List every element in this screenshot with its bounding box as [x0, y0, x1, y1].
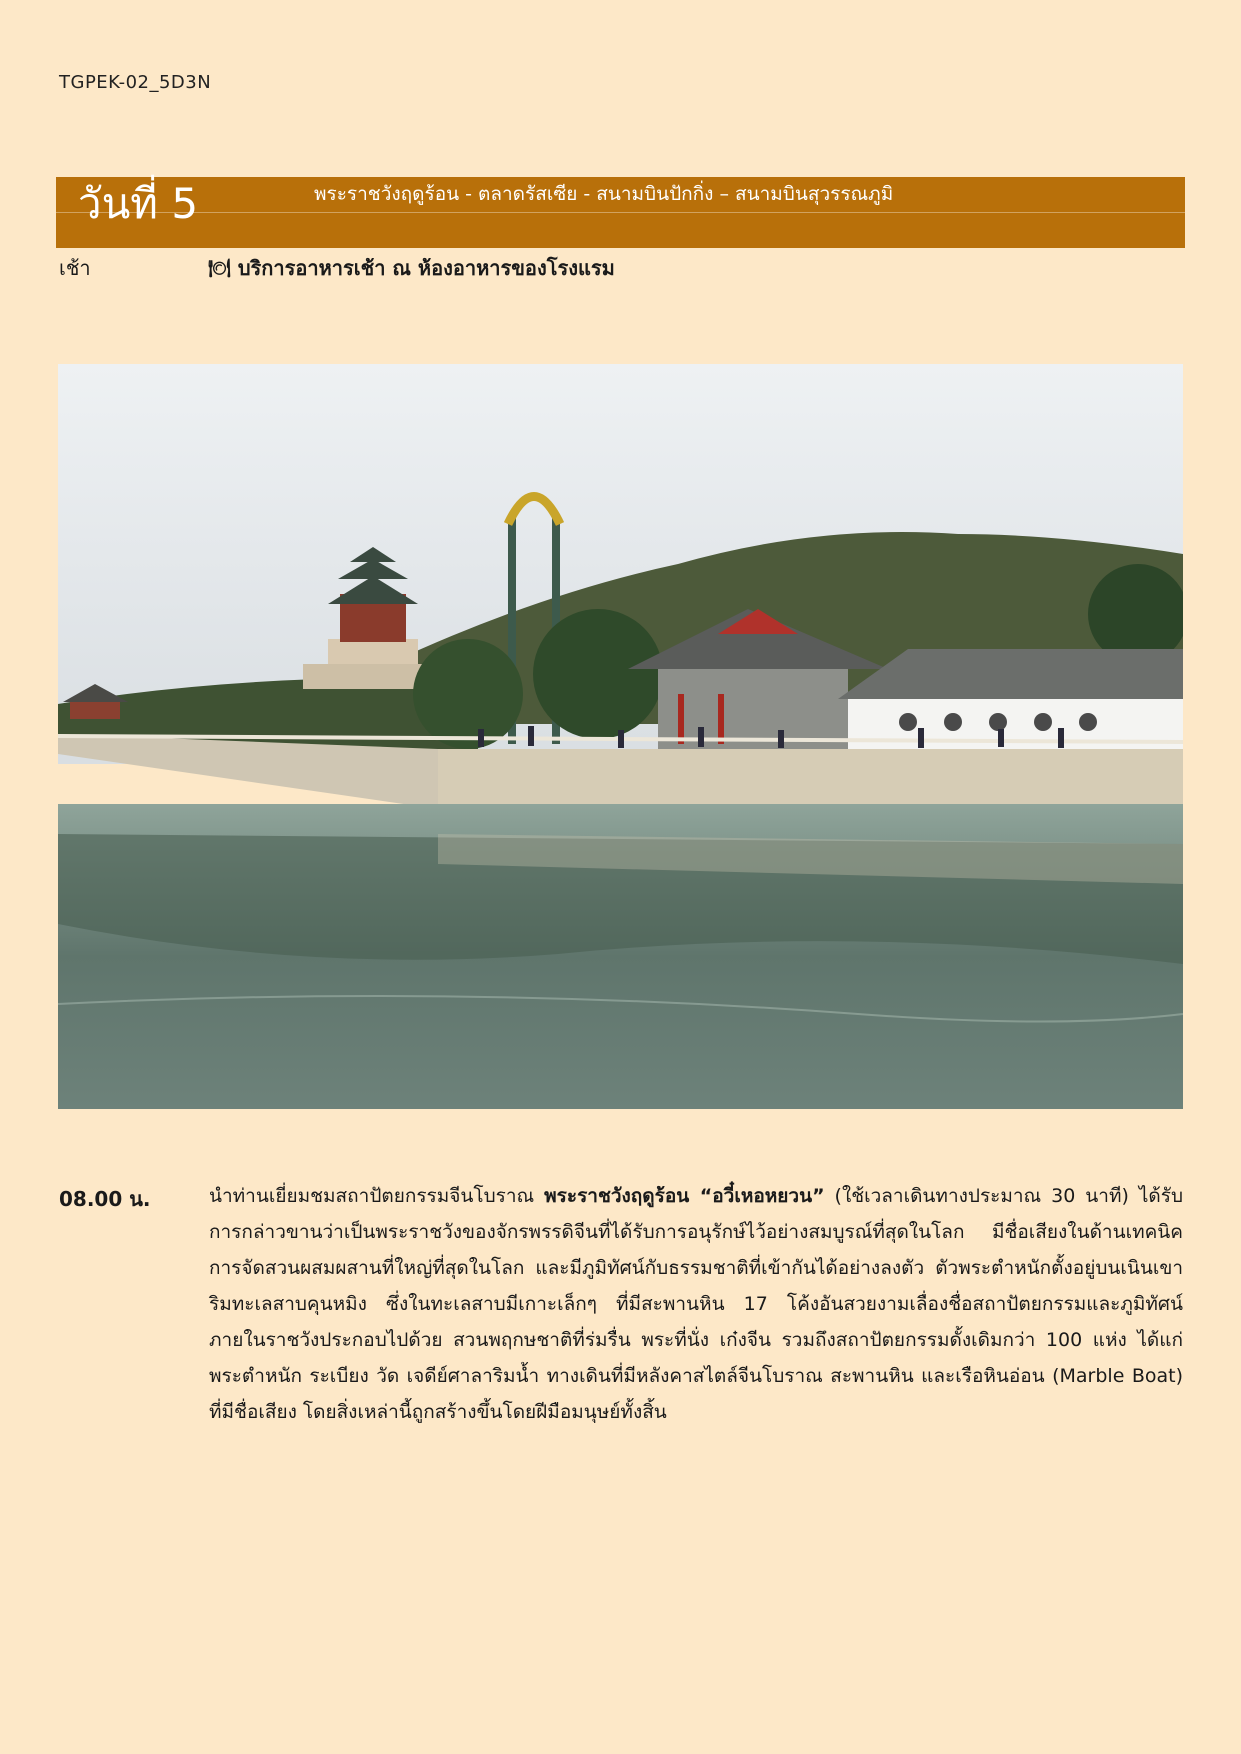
banner-divider [56, 212, 1185, 213]
dining-icon: 🍽 [208, 257, 231, 279]
breakfast-text: บริการอาหารเช้า ณ ห้องอาหารของโรงแรม [237, 256, 615, 280]
activity-description [209, 1178, 1183, 1430]
breakfast-label: เช้า [59, 256, 91, 280]
document-code: TGPEK-02_5D3N [59, 72, 212, 93]
summer-palace-photo [58, 364, 1183, 1109]
day-route: พระราชวังฤดูร้อน - ตลาดรัสเซีย - สนามบินปักกิ่ง – สนามบินสุวรรณภูมิ [314, 183, 894, 205]
day-title: วันที่ 5 [78, 179, 199, 228]
activity-body: (ใช้เวลาเดินทางประมาณ 30 นาที) ได้รับการกล่าวขานว่าเป็นพระราชวังของจักรพรรดิจีนที่ได้รับการอนุรักษ์ไว้อย่างสมบูรณ์ที่สุดในโลก มีชื่อเสียงในด้านเทคนิคการจัดสวนผสมผสานที่ใหญ่ที่สุดในโลก และมีภูมิทัศน์กับธรรมชาติที่เข้ากันได้อย่างลงตัว ตัวพระตำหนักตั้งอยู่บนเนินเขาริมทะเลสาบคุนหมิง ซึ่งในทะเลสาบมีเกาะเล็กๆ ที่มีสะพานหิน 17 โค้งอันสวยงามเลื่องชื่อสถาปัตยกรรมและภูมิทัศน์ภายในราชวังประกอบไปด้วย สวนพฤกษชาติที่ร่มรื่น พระที่นั่ง เก๋งจีน รวมถึงสถาปัตยกรรมดั้งเดิมกว่า 100 แห่ง ได้แก่ พระตำหนัก ระเบียง วัด เจดีย์ศาลาริมน้ำ ทางเดินที่มีหลังคาสไตล์จีนโบราณ สะพานหิน และเรือหินอ่อน (Marble Boat) ที่มีชื่อเสียง โดยสิ่งเหล่านี้ถูกสร้างขึ้นโดยฝีมือมนุษย์ทั้งสิ้น [209, 1185, 1183, 1423]
breakfast-row [208, 252, 615, 284]
day-banner [56, 177, 1185, 248]
activity-intro: นำท่านเยี่ยมชมสถาปัตยกรรมจีนโบราณ [209, 1185, 545, 1207]
activity-time: 08.00 น. [59, 1187, 151, 1211]
activity-highlight: พระราชวังฤดูร้อน “อวี๋เหอหยวน” [544, 1185, 825, 1207]
